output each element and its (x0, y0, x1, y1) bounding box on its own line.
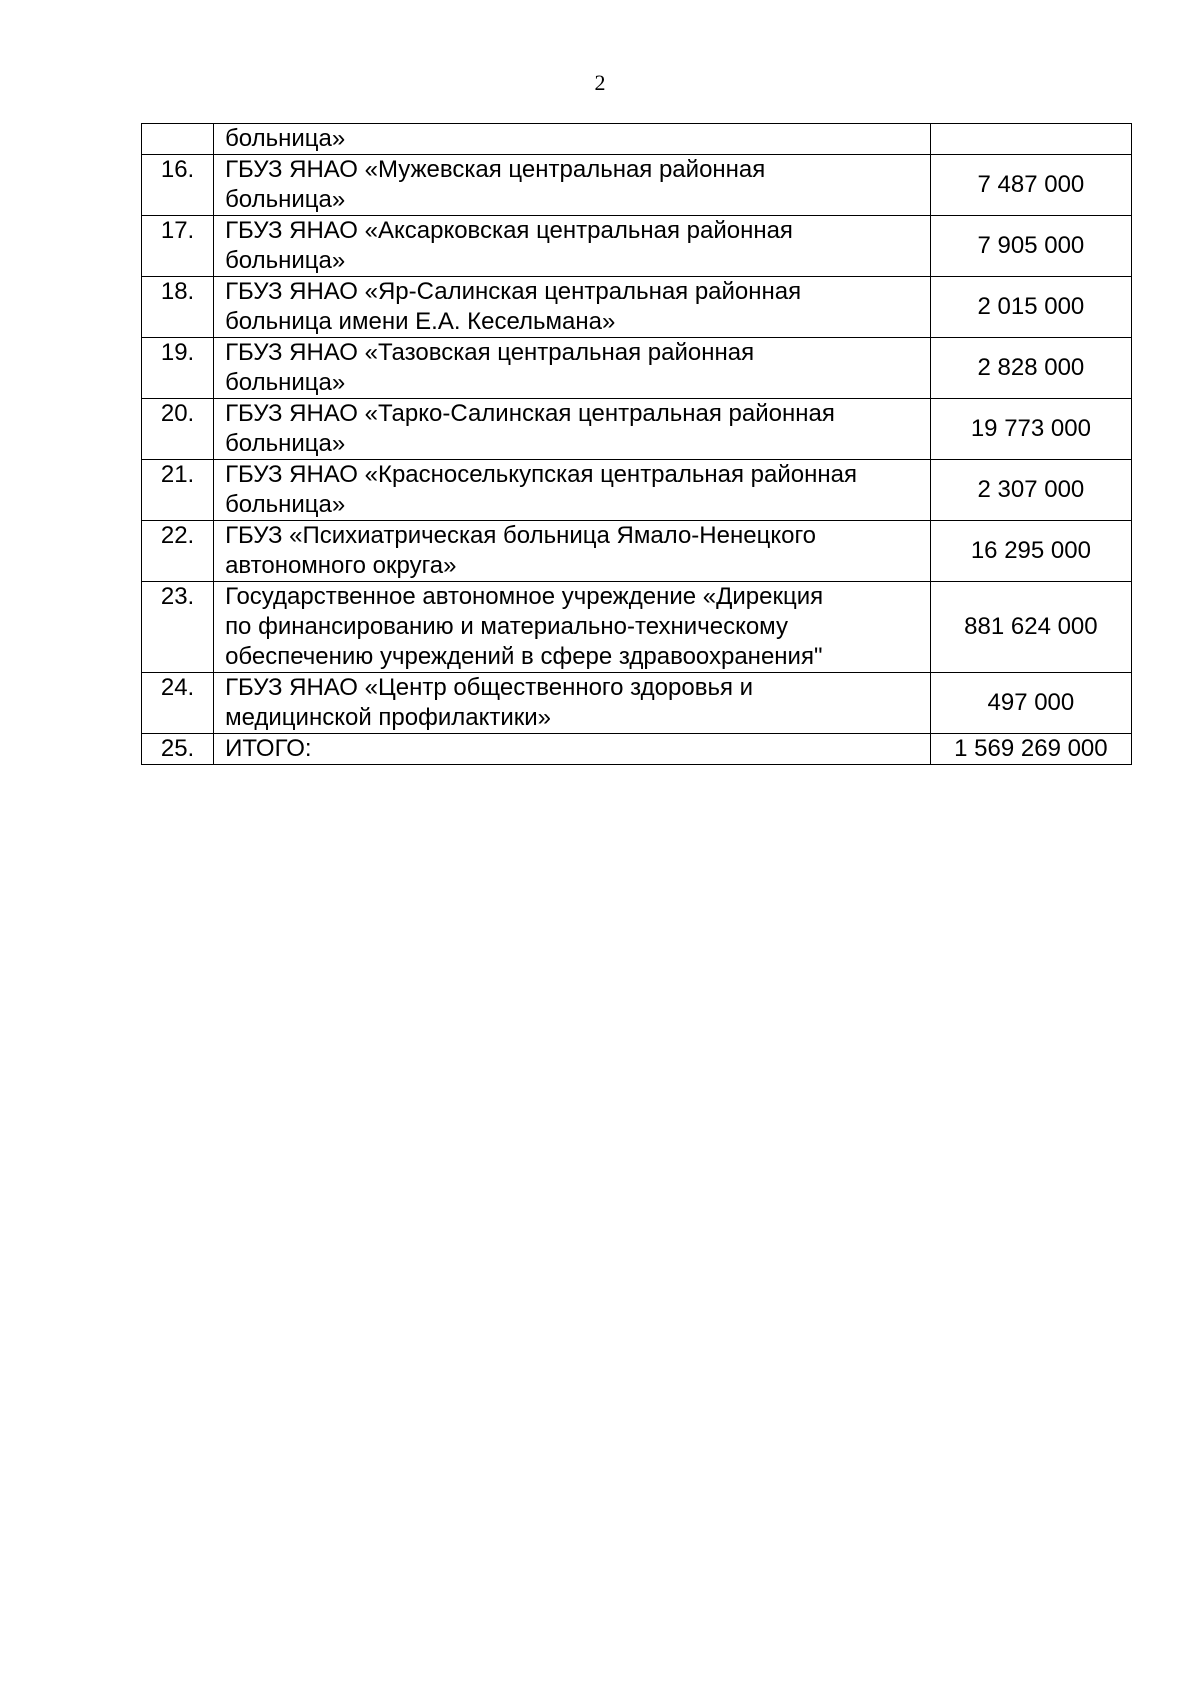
row-number-cell: 25. (142, 734, 214, 765)
institution-name-cell (214, 155, 931, 216)
row-number-cell: 23. (142, 582, 214, 673)
table-row (142, 155, 1132, 216)
table-row (142, 673, 1132, 734)
institution-name-line: ИТОГО: (225, 735, 312, 762)
table-row (142, 460, 1132, 521)
institution-name-cell (214, 673, 931, 734)
table-row (142, 734, 1132, 765)
table-row (142, 338, 1132, 399)
institution-name-cell (214, 582, 931, 673)
institution-name-line: ГБУЗ ЯНАО «Яр-Салинская центральная районная (225, 278, 802, 305)
page-number: 2 (594, 70, 606, 95)
row-number-cell: 16. (142, 155, 214, 216)
institution-name-line: больница» (225, 369, 346, 396)
institution-name-line: ГБУЗ ЯНАО «Тарко-Салинская центральная районная (225, 400, 835, 427)
institution-name-line: ГБУЗ ЯНАО «Мужевская центральная районная (225, 156, 766, 183)
institution-name-line: по финансированию и материально-техническому (225, 613, 788, 640)
institution-name-line: больница» (225, 186, 346, 213)
amount-cell: 1 569 269 000 (930, 734, 1131, 765)
amount-cell: 19 773 000 (930, 399, 1131, 460)
row-number-cell: 24. (142, 673, 214, 734)
table-row (142, 216, 1132, 277)
row-number-cell: 19. (142, 338, 214, 399)
table-row (142, 399, 1132, 460)
institution-name-line: обеспечению учреждений в сфере здравоохранения" (225, 643, 823, 670)
institution-name-line: больница» (225, 247, 346, 274)
table-body (142, 124, 1132, 765)
table-row (142, 277, 1132, 338)
institution-name-line: ГБУЗ «Психиатрическая больница Ямало-Ненецкого (225, 522, 817, 549)
amount-cell: 16 295 000 (930, 521, 1131, 582)
amount-cell: 881 624 000 (930, 582, 1131, 673)
institution-name-cell (214, 124, 931, 155)
row-number-cell (142, 124, 214, 155)
amount-cell: 2 307 000 (930, 460, 1131, 521)
amount-cell: 497 000 (930, 673, 1131, 734)
row-number-cell: 21. (142, 460, 214, 521)
table-row (142, 582, 1132, 673)
institution-name-cell (214, 277, 931, 338)
amount-cell: 7 905 000 (930, 216, 1131, 277)
institution-name-line: ГБУЗ ЯНАО «Центр общественного здоровья и (225, 674, 754, 701)
institution-name-line: ГБУЗ ЯНАО «Аксарковская центральная районная (225, 217, 793, 244)
institution-name-cell (214, 216, 931, 277)
institution-name-line: больница» (225, 491, 346, 518)
institution-name-line: ГБУЗ ЯНАО «Красноселькупская центральная районная (225, 461, 857, 488)
institution-name-line: больница имени Е.А. Кесельмана» (225, 308, 616, 335)
row-number-cell: 22. (142, 521, 214, 582)
institution-name-cell (214, 338, 931, 399)
institution-name-cell (214, 521, 931, 582)
table-row-continuation (142, 124, 1132, 155)
table-row (142, 521, 1132, 582)
institution-name-cell (214, 399, 931, 460)
institution-name-cell (214, 734, 931, 765)
institution-name-line: больница» (225, 125, 346, 152)
institution-name-line: автономного округа» (225, 552, 457, 579)
amount-cell: 7 487 000 (930, 155, 1131, 216)
institution-name-line: Государственное автономное учреждение «Дирекция (225, 583, 824, 610)
amount-cell (930, 124, 1131, 155)
row-number-cell: 18. (142, 277, 214, 338)
row-number-cell: 17. (142, 216, 214, 277)
amount-cell: 2 015 000 (930, 277, 1131, 338)
institution-name-cell (214, 460, 931, 521)
amount-cell: 2 828 000 (930, 338, 1131, 399)
institution-name-line: медицинской профилактики» (225, 704, 552, 731)
institution-name-line: больница» (225, 430, 346, 457)
institution-name-line: ГБУЗ ЯНАО «Тазовская центральная районная (225, 339, 755, 366)
row-number-cell: 20. (142, 399, 214, 460)
budget-table (141, 123, 1132, 765)
